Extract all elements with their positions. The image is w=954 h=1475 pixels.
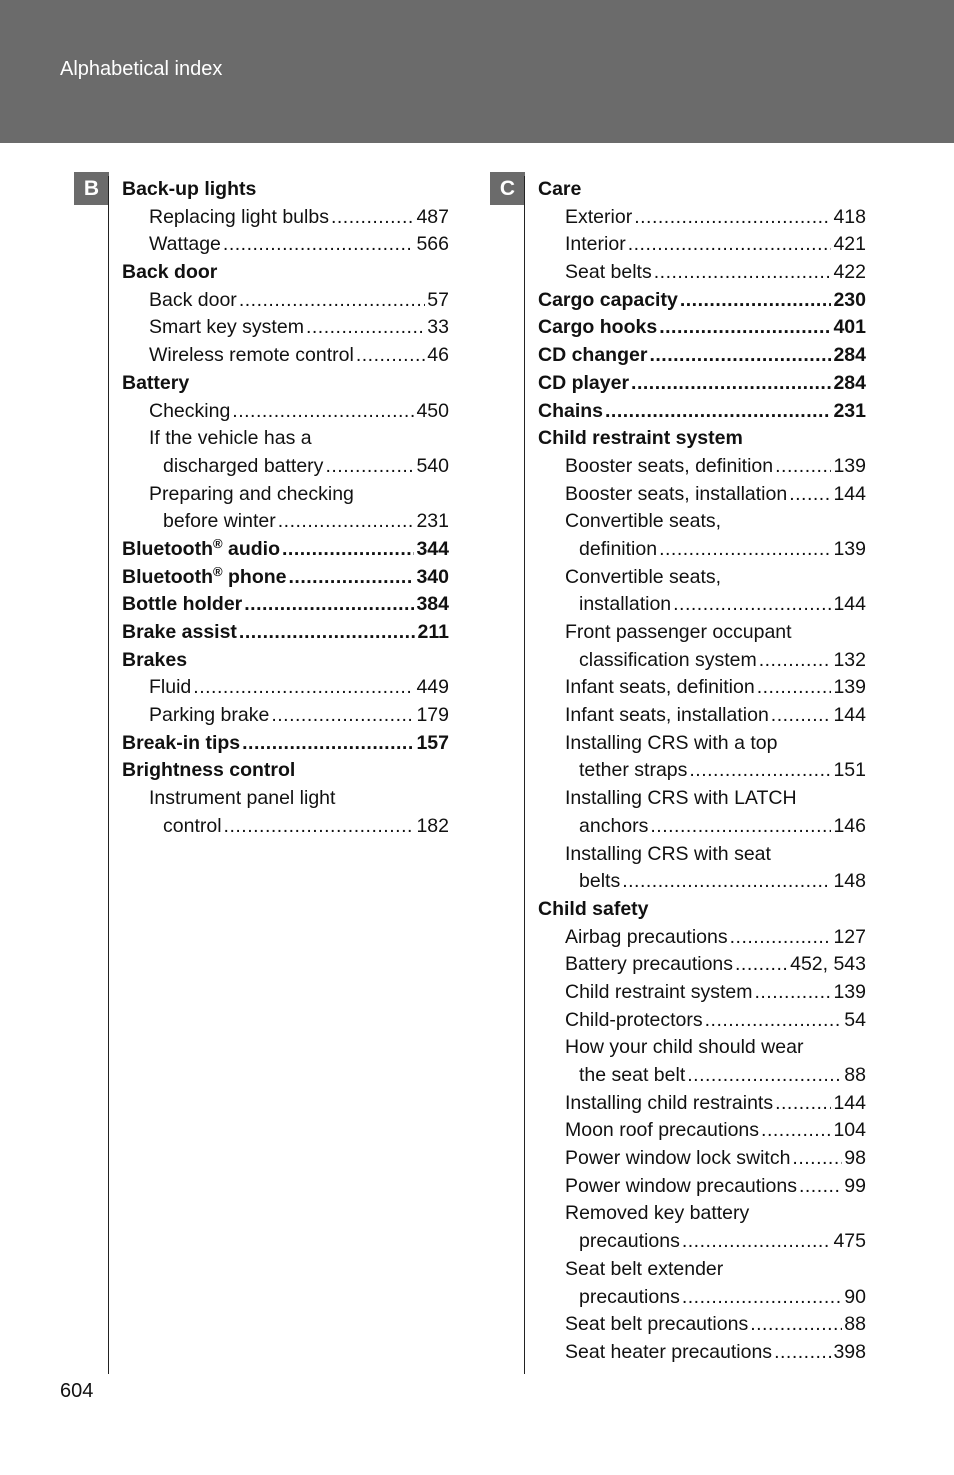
entry-label: belts [579,870,621,893]
entry-label: Battery precautions [565,953,734,976]
entry-label: Cargo capacity [538,288,678,311]
leader-dots [759,647,832,675]
entry-label: Airbag precautions [565,925,728,948]
page-reference: 422 [833,261,866,284]
index-subentry [538,1117,866,1145]
index-subentry [538,1311,866,1339]
page-reference: 99 [844,1174,866,1197]
index-heading [122,619,449,647]
entry-label: Wireless remote control [149,344,354,367]
leader-dots [673,591,831,619]
leader-dots [649,342,831,370]
entry-label: CD changer [538,344,648,367]
index-subentry [122,481,449,509]
page-reference: 284 [833,371,866,394]
index-subentry [538,536,866,564]
leader-dots [771,702,832,730]
registered-mark: ® [212,563,223,579]
entry-label: Installing CRS with seat [565,842,771,865]
leader-dots [687,1062,842,1090]
page-reference: 340 [416,565,449,588]
index-heading [122,564,449,592]
entry-label: Power window lock switch [565,1147,791,1170]
entry-label: Interior [565,233,626,256]
page-reference: 146 [833,814,866,837]
index-subentry [122,674,449,702]
index-subentry [538,785,866,813]
index-heading [122,757,449,785]
entry-label: Bluetooth® phone [122,563,287,588]
entry-label: Booster seats, definition [565,454,774,477]
leader-dots [232,398,414,426]
index-heading [538,370,866,398]
page-reference: 540 [416,454,449,477]
page-reference: 88 [844,1064,866,1086]
page-reference: 132 [833,648,866,671]
leader-dots [774,1339,831,1367]
entry-label: Booster seats, installation [565,482,788,505]
entry-label: Infant seats, definition [565,676,755,699]
index-subentry [538,1256,866,1284]
entry-label: Child restraint system [538,427,743,450]
leader-dots [761,1117,831,1145]
leader-dots [680,287,832,315]
index-subentry [538,702,866,730]
leader-dots [634,204,831,232]
entry-label: Back door [149,288,237,311]
index-column-b [122,176,449,841]
page-reference: 231 [416,510,449,533]
entry-label: tether straps [579,759,688,782]
index-heading [538,342,866,370]
entry-label: precautions [579,1285,680,1308]
index-subentry [122,204,449,232]
entry-label: Battery [122,371,190,394]
leader-dots [682,1228,832,1256]
index-subentry [538,924,866,952]
page-reference: 139 [833,537,866,560]
entry-label: definition [579,537,658,560]
page-reference: 421 [833,233,866,256]
index-subentry [538,1007,866,1035]
index-heading [538,398,866,426]
entry-label: Front passenger occupant [565,621,792,643]
header-title: Alphabetical index [60,58,223,80]
index-subentry [122,702,449,730]
entry-label: Seat belts [565,261,652,284]
index-heading [538,425,866,453]
index-heading [122,176,449,204]
entry-label: the seat belt [579,1064,686,1086]
entry-label: Installing CRS with a top [565,731,778,754]
page-reference: 179 [416,704,449,727]
page-reference: 144 [833,482,866,505]
entry-label: Preparing and checking [149,482,354,505]
index-subentry [538,564,866,592]
leader-dots [282,536,414,564]
page-reference: 127 [833,925,866,948]
page-reference: 98 [844,1147,866,1170]
index-subentry [538,1090,866,1118]
page-reference: 57 [427,288,449,311]
index-subentry [122,398,449,426]
page-reference: 157 [416,731,449,754]
leader-dots [659,314,831,342]
entry-label: Fluid [149,676,192,699]
index-subentry [538,481,866,509]
index-heading [122,370,449,398]
leader-dots [799,1173,842,1201]
page-number: 604 [60,1380,94,1402]
entry-label: anchors [579,814,649,837]
index-subentry [538,453,866,481]
entry-label: Installing CRS with LATCH [565,787,797,810]
page-reference: 33 [427,316,449,339]
leader-dots [239,619,416,647]
index-subentry [538,508,866,536]
entry-label: installation [579,593,672,616]
page-reference: 398 [833,1340,866,1363]
page-reference: 475 [833,1230,866,1253]
leader-dots [306,314,425,342]
leader-dots [242,730,414,758]
page-reference: 54 [844,1008,866,1031]
entry-label: Back door [122,261,218,284]
index-subentry [538,868,866,896]
index-subentry [538,1284,866,1312]
leader-dots [631,370,831,398]
entry-label: Infant seats, installation [565,704,769,727]
index-subentry [538,231,866,259]
entry-label: Break-in tips [122,731,241,754]
leader-dots [325,453,414,481]
entry-label: Instrument panel light [149,787,336,810]
page-reference: 182 [416,814,449,837]
entry-label: Brakes [122,648,188,671]
index-heading [122,591,449,619]
page-reference: 139 [833,980,866,1003]
index-subentry [538,1200,866,1228]
entry-label: If the vehicle has a [149,427,312,450]
entry-label: Seat heater precautions [565,1340,773,1363]
index-subentry [122,314,449,342]
leader-dots [757,674,832,702]
registered-mark: ® [212,535,223,551]
page-reference: 139 [833,454,866,477]
section-letter-b: B [74,172,109,205]
index-subentry [538,619,866,647]
page-reference: 144 [833,593,866,616]
index-heading [122,536,449,564]
page-reference: 211 [417,621,449,643]
entry-label: Convertible seats, [565,510,722,533]
entry-label: Brightness control [122,759,296,782]
entry-label: Bottle holder [122,593,243,616]
index-subentry [538,1062,866,1090]
leader-dots [775,1090,831,1118]
leader-dots [659,536,831,564]
entry-label: control [163,814,222,837]
index-subentry [122,508,449,536]
entry-label: discharged battery [163,454,324,477]
entry-label: Parking brake [149,704,270,727]
page-reference: 566 [416,233,449,256]
leader-dots [682,1284,842,1312]
index-subentry [538,1173,866,1201]
index-subentry [538,647,866,675]
leader-dots [239,287,425,315]
leader-dots [730,924,832,952]
page-reference: 344 [416,537,449,560]
leader-dots [775,453,831,481]
index-subentry [538,951,866,979]
page-reference: 418 [833,205,866,228]
index-subentry [538,979,866,1007]
index-heading [538,287,866,315]
page-reference: 88 [844,1313,866,1336]
index-heading [538,176,866,204]
leader-dots [244,591,414,619]
entry-label: Child safety [538,897,649,920]
page-header [0,0,954,143]
leader-dots [754,979,831,1007]
index-subentry [122,453,449,481]
entry-label: before winter [163,510,276,533]
page-reference: 384 [416,593,449,616]
entry-label: Power window precautions [565,1174,797,1197]
leader-dots [605,398,831,426]
leader-dots [289,564,415,592]
page-reference: 401 [833,316,866,339]
page-reference: 450 [416,399,449,422]
index-subentry [538,1339,866,1367]
entry-label: Wattage [149,233,221,256]
leader-dots [271,702,414,730]
index-subentry [538,674,866,702]
page-reference: 230 [833,288,866,311]
index-subentry [122,231,449,259]
column-divider-b [108,176,109,1374]
entry-label: Replacing light bulbs [149,205,329,228]
page-reference: 452, 543 [790,953,866,976]
index-subentry [122,785,449,813]
entry-label: Brake assist [122,621,237,643]
index-subentry [538,259,866,287]
column-divider-c [524,176,525,1374]
page-reference: 487 [416,205,449,228]
entry-label: Chains [538,399,604,422]
index-subentry [122,342,449,370]
leader-dots [705,1007,843,1035]
entry-label: precautions [579,1230,680,1253]
index-heading [122,730,449,758]
page-reference: 148 [833,870,866,893]
leader-dots [622,868,831,896]
section-letter-c: C [490,172,525,205]
entry-label: Seat belt extender [565,1257,724,1280]
index-subentry [538,1228,866,1256]
index-heading [122,259,449,287]
index-subentry [122,287,449,315]
leader-dots [650,813,831,841]
entry-label: Care [538,178,582,200]
entry-label: Installing child restraints [565,1091,774,1114]
index-subentry [538,841,866,869]
page-reference: 231 [833,399,866,422]
entry-label: Exterior [565,205,633,228]
index-subentry [538,1145,866,1173]
leader-dots [278,508,415,536]
page-reference: 151 [833,759,866,782]
index-column-c [538,176,866,1367]
page-reference: 46 [427,344,449,367]
page-reference: 139 [833,676,866,699]
index-subentry [122,425,449,453]
index-subentry [538,204,866,232]
entry-label: Checking [149,399,231,422]
index-subentry [538,730,866,758]
entry-label: Cargo hooks [538,316,658,339]
entry-label: Back-up lights [122,178,257,200]
leader-dots [735,951,788,979]
leader-dots [224,813,415,841]
leader-dots [193,674,414,702]
index-subentry [538,1034,866,1062]
entry-label: Smart key system [149,316,304,339]
page-reference: 144 [833,1091,866,1114]
index-subentry [538,813,866,841]
index-subentry [538,757,866,785]
leader-dots [654,259,832,287]
entry-label: classification system [579,648,757,671]
index-subentry [538,591,866,619]
page-reference: 90 [844,1285,866,1308]
leader-dots [792,1145,842,1173]
entry-label: Child-protectors [565,1008,703,1031]
entry-label: Moon roof precautions [565,1119,760,1142]
page-reference: 449 [416,676,449,699]
page-reference: 284 [833,344,866,367]
leader-dots [223,231,415,259]
index-heading [122,647,449,675]
entry-label: Removed key battery [565,1202,750,1225]
leader-dots [750,1311,842,1339]
entry-label: Bluetooth® audio [122,535,280,560]
leader-dots [331,204,415,232]
entry-label: Child restraint system [565,980,753,1003]
page-reference: 104 [833,1119,866,1142]
entry-label: Convertible seats, [565,565,722,588]
index-heading [538,896,866,924]
page-reference: 144 [833,704,866,727]
entry-label: How your child should wear [565,1036,804,1059]
index-heading [538,314,866,342]
index-subentry [122,813,449,841]
leader-dots [356,342,425,370]
leader-dots [628,231,832,259]
leader-dots [789,481,831,509]
leader-dots [689,757,831,785]
entry-label: Seat belt precautions [565,1313,749,1336]
entry-label: CD player [538,371,630,394]
